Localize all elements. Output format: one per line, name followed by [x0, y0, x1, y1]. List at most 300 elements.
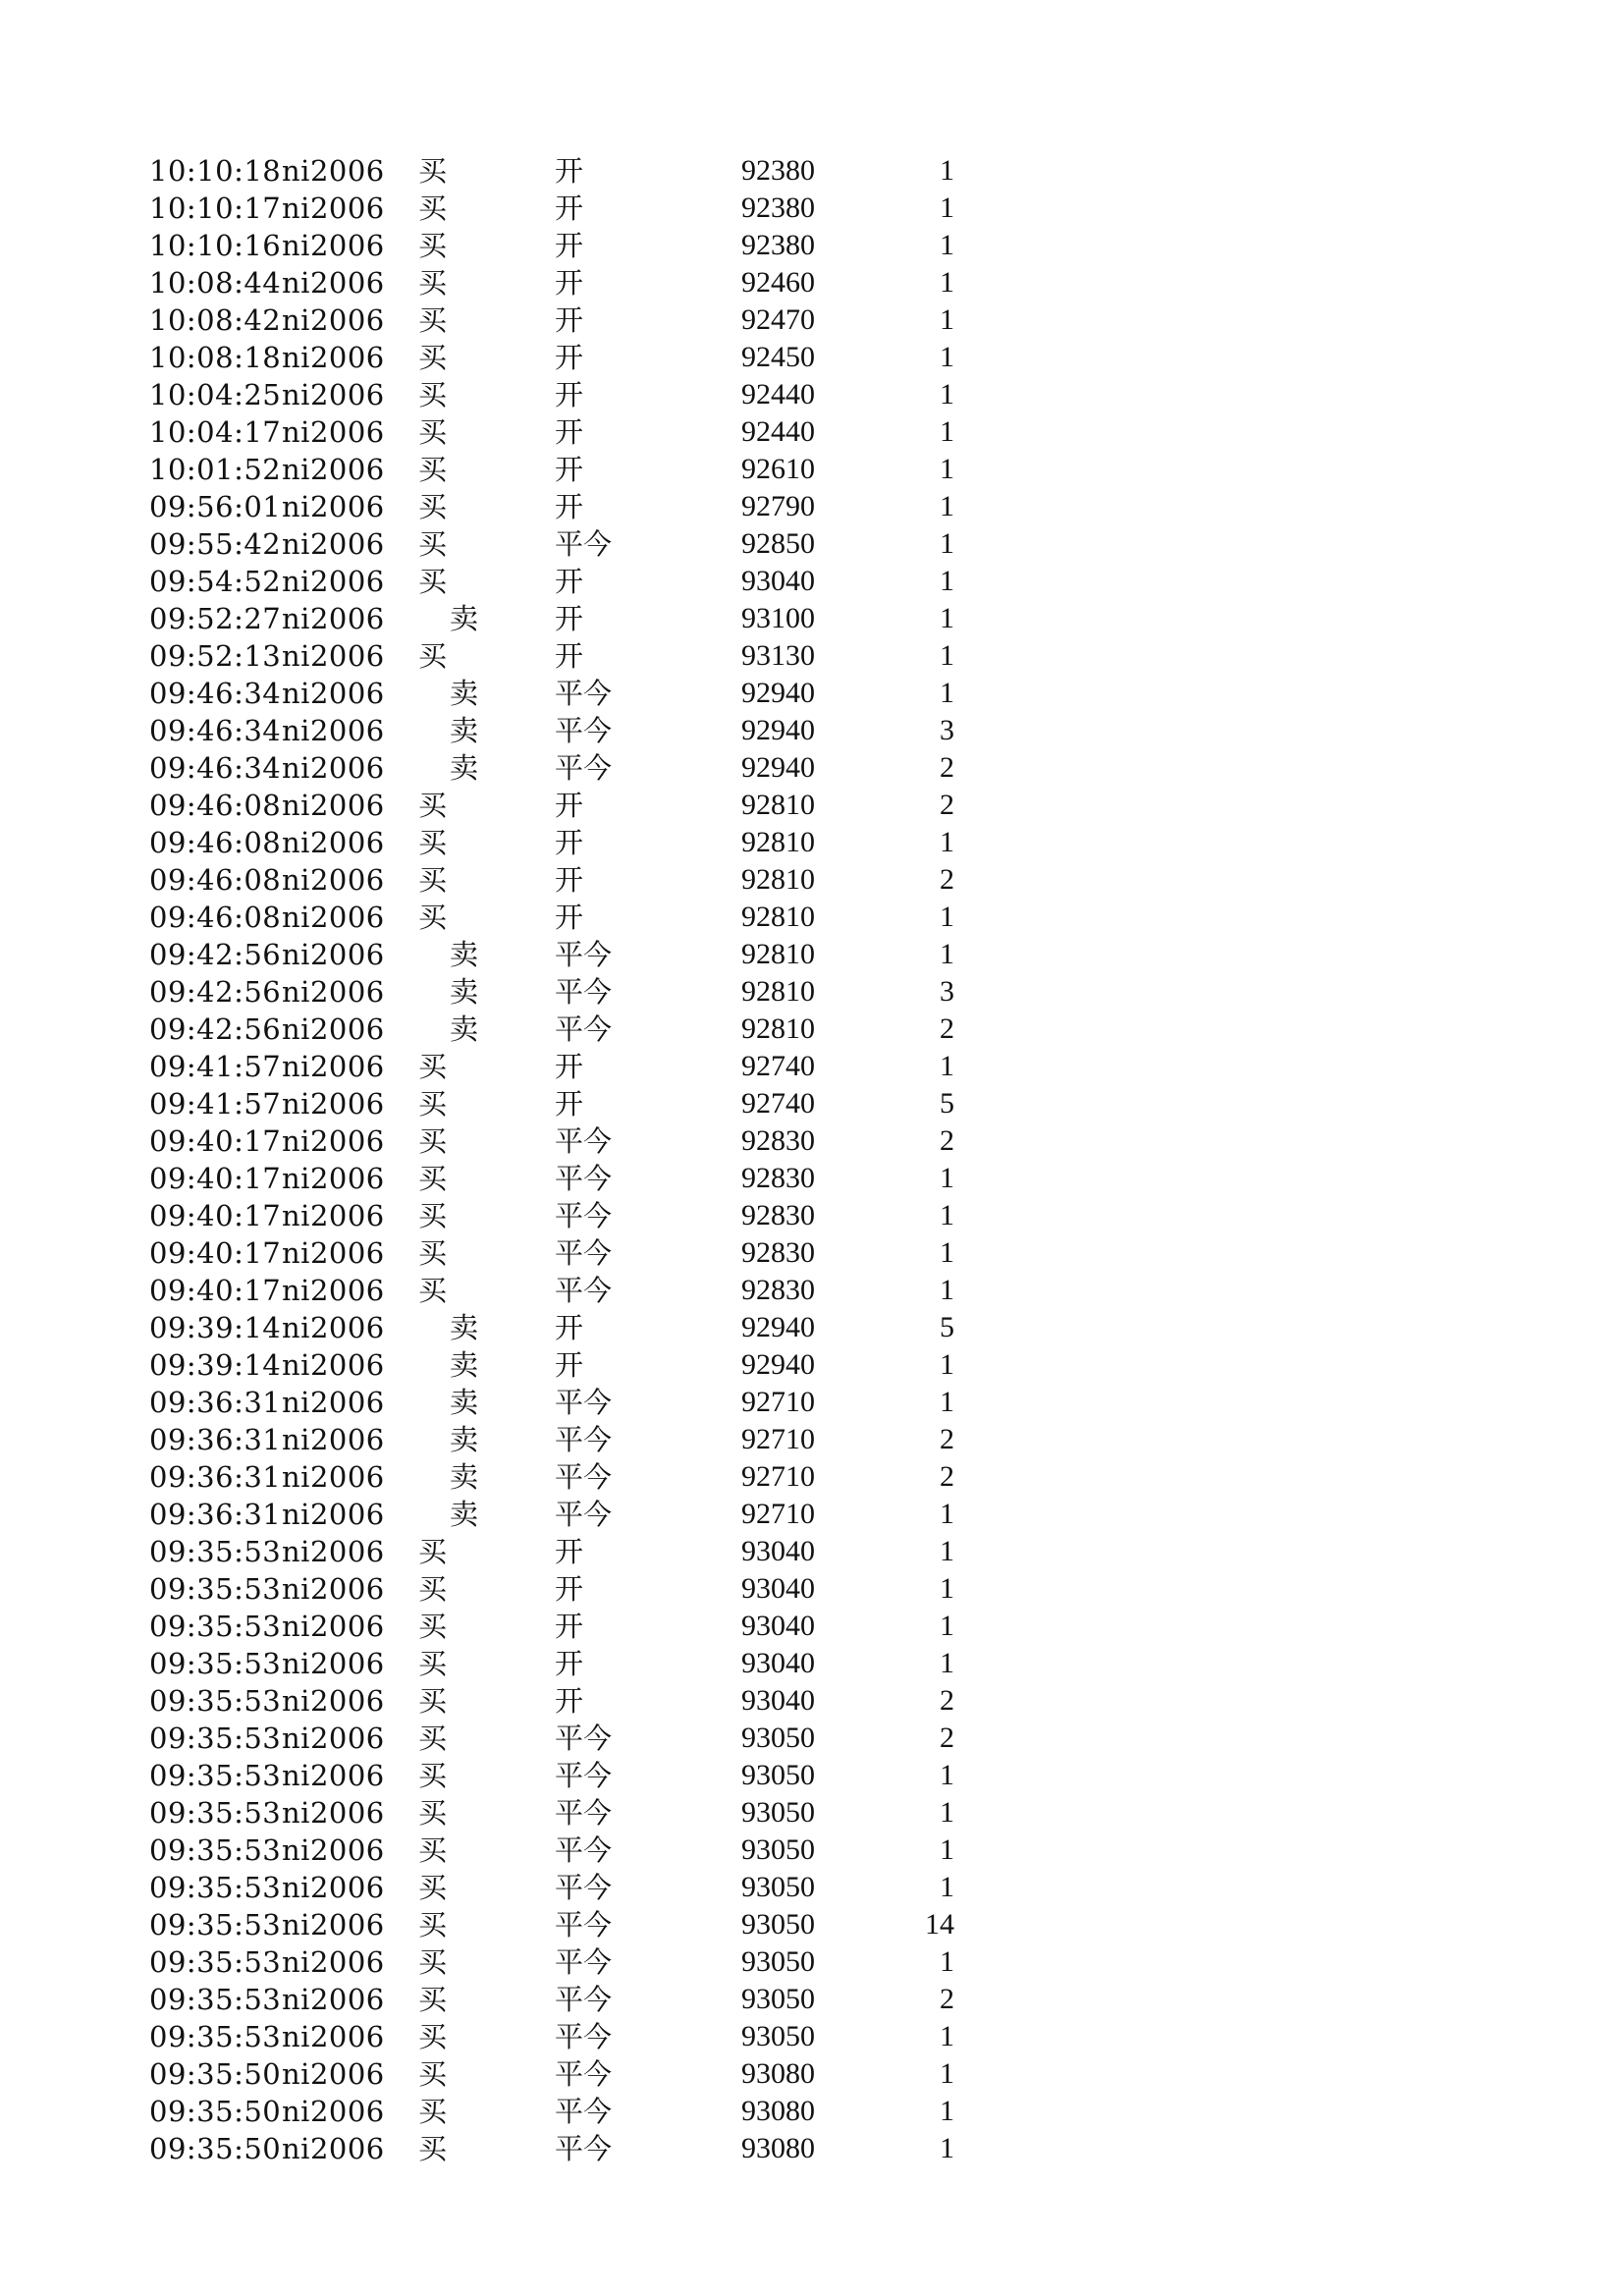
- side-cell: 买: [418, 901, 448, 934]
- quantity-cell: 5: [940, 1087, 954, 1120]
- action-cell: 开: [555, 901, 584, 934]
- price-cell: 92810: [741, 975, 815, 1008]
- table-row: [0, 2055, 982, 2093]
- quantity-cell: 14: [925, 1908, 954, 1941]
- time-cell: 09:36:31: [149, 1498, 282, 1531]
- side-cell: 买: [418, 1833, 448, 1867]
- price-cell: 93050: [741, 1759, 815, 1791]
- quantity-cell: 2: [940, 1722, 954, 1754]
- table-row: [0, 749, 982, 787]
- time-cell: 09:35:53: [149, 1796, 282, 1830]
- side-cell: 买: [418, 2095, 448, 2128]
- action-cell: 开: [555, 303, 584, 337]
- quantity-cell: 1: [940, 1610, 954, 1642]
- action-cell: 平今: [555, 1722, 613, 1755]
- action-cell: 开: [555, 341, 584, 374]
- action-cell: 平今: [555, 677, 613, 710]
- table-row: [0, 525, 982, 563]
- quantity-cell: 2: [940, 751, 954, 784]
- time-cell: 09:46:08: [149, 863, 282, 897]
- side-cell: 买: [418, 863, 448, 897]
- table-row: [0, 1122, 982, 1160]
- symbol-cell: ni2006: [282, 1722, 385, 1755]
- table-row: [0, 1309, 982, 1346]
- action-cell: 平今: [555, 1833, 613, 1867]
- symbol-cell: ni2006: [282, 1199, 385, 1232]
- quantity-cell: 1: [940, 415, 954, 448]
- time-cell: 09:56:01: [149, 490, 282, 523]
- time-cell: 09:46:08: [149, 826, 282, 859]
- symbol-cell: ni2006: [282, 1274, 385, 1307]
- time-cell: 09:35:53: [149, 1908, 282, 1941]
- quantity-cell: 1: [940, 1759, 954, 1791]
- quantity-cell: 3: [940, 975, 954, 1008]
- symbol-cell: ni2006: [282, 490, 385, 523]
- symbol-cell: ni2006: [282, 1572, 385, 1606]
- price-cell: 93040: [741, 1610, 815, 1642]
- table-row: [0, 190, 982, 227]
- action-cell: 平今: [555, 2095, 613, 2128]
- action-cell: 平今: [555, 1460, 613, 1494]
- side-cell: 卖: [450, 677, 479, 710]
- symbol-cell: ni2006: [282, 1050, 385, 1083]
- table-row: [0, 264, 982, 301]
- time-cell: 09:36:31: [149, 1460, 282, 1494]
- time-cell: 09:35:50: [149, 2095, 282, 2128]
- price-cell: 92830: [741, 1162, 815, 1194]
- quantity-cell: 1: [940, 266, 954, 299]
- time-cell: 09:54:52: [149, 565, 282, 598]
- quantity-cell: 2: [940, 1684, 954, 1717]
- side-cell: 买: [418, 1722, 448, 1755]
- action-cell: 平今: [555, 938, 613, 971]
- table-row: [0, 1906, 982, 1943]
- side-cell: 买: [418, 1124, 448, 1158]
- symbol-cell: ni2006: [282, 1087, 385, 1121]
- quantity-cell: 1: [940, 1162, 954, 1194]
- time-cell: 09:35:50: [149, 2057, 282, 2091]
- quantity-cell: 2: [940, 863, 954, 896]
- price-cell: 92940: [741, 1311, 815, 1343]
- symbol-cell: ni2006: [282, 1983, 385, 2016]
- symbol-cell: ni2006: [282, 1796, 385, 1830]
- symbol-cell: ni2006: [282, 415, 385, 449]
- table-row: [0, 1943, 982, 1981]
- price-cell: 93040: [741, 565, 815, 597]
- side-cell: 买: [418, 527, 448, 561]
- table-row: [0, 1831, 982, 1869]
- action-cell: 开: [555, 1610, 584, 1643]
- table-row: [0, 1496, 982, 1533]
- time-cell: 09:35:53: [149, 1759, 282, 1792]
- symbol-cell: ni2006: [282, 453, 385, 486]
- action-cell: 平今: [555, 1945, 613, 1979]
- action-cell: 平今: [555, 1274, 613, 1307]
- symbol-cell: ni2006: [282, 677, 385, 710]
- symbol-cell: ni2006: [282, 2132, 385, 2165]
- quantity-cell: 5: [940, 1311, 954, 1343]
- time-cell: 09:35:53: [149, 1684, 282, 1718]
- action-cell: 平今: [555, 1386, 613, 1419]
- time-cell: 09:42:56: [149, 938, 282, 971]
- time-cell: 09:35:53: [149, 1945, 282, 1979]
- action-cell: 平今: [555, 1162, 613, 1195]
- price-cell: 92710: [741, 1386, 815, 1418]
- action-cell: 平今: [555, 1796, 613, 1830]
- side-cell: 买: [418, 415, 448, 449]
- price-cell: 93050: [741, 1871, 815, 1903]
- table-row: [0, 1682, 982, 1720]
- symbol-cell: ni2006: [282, 565, 385, 598]
- side-cell: 买: [418, 565, 448, 598]
- action-cell: 平今: [555, 527, 613, 561]
- action-cell: 开: [555, 602, 584, 635]
- table-row: [0, 451, 982, 488]
- quantity-cell: 1: [940, 1050, 954, 1082]
- time-cell: 09:55:42: [149, 527, 282, 561]
- symbol-cell: ni2006: [282, 378, 385, 411]
- action-cell: 开: [555, 639, 584, 673]
- price-cell: 93080: [741, 2095, 815, 2127]
- symbol-cell: ni2006: [282, 341, 385, 374]
- price-cell: 92740: [741, 1087, 815, 1120]
- quantity-cell: 1: [940, 453, 954, 485]
- side-cell: 买: [418, 1535, 448, 1568]
- side-cell: 买: [418, 639, 448, 673]
- side-cell: 买: [418, 1274, 448, 1307]
- quantity-cell: 1: [940, 602, 954, 634]
- price-cell: 93040: [741, 1684, 815, 1717]
- quantity-cell: 1: [940, 1199, 954, 1231]
- action-cell: 开: [555, 1087, 584, 1121]
- time-cell: 09:40:17: [149, 1124, 282, 1158]
- quantity-cell: 1: [940, 1871, 954, 1903]
- side-cell: 买: [418, 453, 448, 486]
- table-row: [0, 1533, 982, 1570]
- time-cell: 09:41:57: [149, 1087, 282, 1121]
- price-cell: 92610: [741, 453, 815, 485]
- action-cell: 平今: [555, 1908, 613, 1941]
- side-cell: 买: [418, 1759, 448, 1792]
- symbol-cell: ni2006: [282, 1124, 385, 1158]
- table-row: [0, 1011, 982, 1048]
- quantity-cell: 2: [940, 1983, 954, 2015]
- side-cell: 卖: [450, 714, 479, 747]
- time-cell: 09:36:31: [149, 1423, 282, 1456]
- table-row: [0, 1794, 982, 1831]
- price-cell: 92940: [741, 714, 815, 746]
- price-cell: 93040: [741, 1572, 815, 1605]
- time-cell: 10:10:18: [149, 154, 282, 188]
- quantity-cell: 1: [940, 938, 954, 970]
- quantity-cell: 1: [940, 1572, 954, 1605]
- action-cell: 平今: [555, 1983, 613, 2016]
- side-cell: 买: [418, 2132, 448, 2165]
- side-cell: 买: [418, 229, 448, 262]
- quantity-cell: 1: [940, 154, 954, 187]
- price-cell: 92790: [741, 490, 815, 522]
- table-row: [0, 1421, 982, 1458]
- action-cell: 平今: [555, 2132, 613, 2165]
- table-row: [0, 1085, 982, 1122]
- symbol-cell: ni2006: [282, 1348, 385, 1382]
- price-cell: 92810: [741, 901, 815, 933]
- price-cell: 93040: [741, 1535, 815, 1567]
- side-cell: 买: [418, 1945, 448, 1979]
- symbol-cell: ni2006: [282, 901, 385, 934]
- price-cell: 92940: [741, 677, 815, 709]
- quantity-cell: 1: [940, 901, 954, 933]
- side-cell: 买: [418, 1610, 448, 1643]
- action-cell: 开: [555, 490, 584, 523]
- table-row: [0, 637, 982, 675]
- action-cell: 开: [555, 453, 584, 486]
- table-row: [0, 488, 982, 525]
- action-cell: 开: [555, 1535, 584, 1568]
- action-cell: 开: [555, 378, 584, 411]
- table-row: [0, 1981, 982, 2018]
- table-row: [0, 899, 982, 936]
- quantity-cell: 1: [940, 2057, 954, 2090]
- time-cell: 09:40:17: [149, 1274, 282, 1307]
- price-cell: 92710: [741, 1460, 815, 1493]
- table-row: [0, 1645, 982, 1682]
- quantity-cell: 1: [940, 639, 954, 672]
- symbol-cell: ni2006: [282, 1684, 385, 1718]
- quantity-cell: 1: [940, 826, 954, 858]
- price-cell: 92940: [741, 751, 815, 784]
- symbol-cell: ni2006: [282, 789, 385, 822]
- time-cell: 09:40:17: [149, 1199, 282, 1232]
- quantity-cell: 3: [940, 714, 954, 746]
- symbol-cell: ni2006: [282, 1311, 385, 1344]
- action-cell: 平今: [555, 1423, 613, 1456]
- action-cell: 平今: [555, 1124, 613, 1158]
- table-row: [0, 1608, 982, 1645]
- table-row: [0, 1458, 982, 1496]
- side-cell: 卖: [450, 1386, 479, 1419]
- side-cell: 卖: [450, 1311, 479, 1344]
- action-cell: 开: [555, 415, 584, 449]
- symbol-cell: ni2006: [282, 826, 385, 859]
- symbol-cell: ni2006: [282, 1647, 385, 1680]
- price-cell: 93050: [741, 1983, 815, 2015]
- price-cell: 92380: [741, 154, 815, 187]
- side-cell: 买: [418, 378, 448, 411]
- price-cell: 92810: [741, 826, 815, 858]
- table-row: [0, 301, 982, 339]
- side-cell: 买: [418, 2020, 448, 2053]
- table-row: [0, 1757, 982, 1794]
- time-cell: 10:01:52: [149, 453, 282, 486]
- symbol-cell: ni2006: [282, 1833, 385, 1867]
- symbol-cell: ni2006: [282, 714, 385, 747]
- side-cell: 买: [418, 1647, 448, 1680]
- table-row: [0, 1384, 982, 1421]
- time-cell: 09:35:53: [149, 1871, 282, 1904]
- time-cell: 09:42:56: [149, 975, 282, 1009]
- side-cell: 买: [418, 2057, 448, 2091]
- table-row: [0, 824, 982, 861]
- symbol-cell: ni2006: [282, 938, 385, 971]
- side-cell: 卖: [450, 1498, 479, 1531]
- symbol-cell: ni2006: [282, 1460, 385, 1494]
- action-cell: 平今: [555, 975, 613, 1009]
- price-cell: 92830: [741, 1236, 815, 1269]
- price-cell: 93080: [741, 2057, 815, 2090]
- table-row: [0, 2018, 982, 2055]
- time-cell: 10:04:25: [149, 378, 282, 411]
- action-cell: 平今: [555, 1199, 613, 1232]
- action-cell: 开: [555, 1311, 584, 1344]
- price-cell: 92710: [741, 1423, 815, 1455]
- table-row: [0, 675, 982, 712]
- time-cell: 09:46:08: [149, 789, 282, 822]
- price-cell: 92810: [741, 1012, 815, 1045]
- quantity-cell: 1: [940, 1647, 954, 1679]
- quantity-cell: 1: [940, 1498, 954, 1530]
- side-cell: 卖: [450, 1348, 479, 1382]
- symbol-cell: ni2006: [282, 1610, 385, 1643]
- action-cell: 开: [555, 154, 584, 188]
- price-cell: 93080: [741, 2132, 815, 2164]
- symbol-cell: ni2006: [282, 1498, 385, 1531]
- action-cell: 开: [555, 863, 584, 897]
- action-cell: 开: [555, 1684, 584, 1718]
- quantity-cell: 1: [940, 1274, 954, 1306]
- action-cell: 平今: [555, 1498, 613, 1531]
- price-cell: 92380: [741, 229, 815, 261]
- quantity-cell: 1: [940, 1236, 954, 1269]
- time-cell: 10:08:18: [149, 341, 282, 374]
- action-cell: 开: [555, 266, 584, 300]
- time-cell: 09:52:27: [149, 602, 282, 635]
- quantity-cell: 1: [940, 2095, 954, 2127]
- table-row: [0, 1570, 982, 1608]
- side-cell: 买: [418, 1162, 448, 1195]
- side-cell: 卖: [450, 602, 479, 635]
- symbol-cell: ni2006: [282, 1162, 385, 1195]
- time-cell: 09:35:53: [149, 1647, 282, 1680]
- quantity-cell: 1: [940, 341, 954, 373]
- table-row: [0, 936, 982, 973]
- table-row: [0, 339, 982, 376]
- symbol-cell: ni2006: [282, 266, 385, 300]
- symbol-cell: ni2006: [282, 2020, 385, 2053]
- side-cell: 买: [418, 191, 448, 225]
- action-cell: 平今: [555, 751, 613, 785]
- table-row: [0, 1272, 982, 1309]
- table-row: [0, 376, 982, 413]
- quantity-cell: 1: [940, 229, 954, 261]
- price-cell: 92440: [741, 378, 815, 410]
- table-row: [0, 2093, 982, 2130]
- side-cell: 买: [418, 1572, 448, 1606]
- table-row: [0, 1346, 982, 1384]
- quantity-cell: 2: [940, 1124, 954, 1157]
- trade-table: [0, 152, 1624, 2167]
- quantity-cell: 1: [940, 1348, 954, 1381]
- time-cell: 09:39:14: [149, 1311, 282, 1344]
- price-cell: 93050: [741, 2020, 815, 2052]
- action-cell: 开: [555, 1050, 584, 1083]
- action-cell: 开: [555, 1348, 584, 1382]
- time-cell: 09:46:34: [149, 677, 282, 710]
- quantity-cell: 1: [940, 565, 954, 597]
- symbol-cell: ni2006: [282, 1012, 385, 1046]
- action-cell: 开: [555, 1647, 584, 1680]
- time-cell: 09:40:17: [149, 1236, 282, 1270]
- price-cell: 93050: [741, 1833, 815, 1866]
- side-cell: 买: [418, 341, 448, 374]
- price-cell: 92830: [741, 1199, 815, 1231]
- price-cell: 92380: [741, 191, 815, 224]
- action-cell: 平今: [555, 1236, 613, 1270]
- price-cell: 92830: [741, 1124, 815, 1157]
- table-row: [0, 1720, 982, 1757]
- symbol-cell: ni2006: [282, 1423, 385, 1456]
- side-cell: 买: [418, 1908, 448, 1941]
- symbol-cell: ni2006: [282, 229, 385, 262]
- table-row: [0, 227, 982, 264]
- table-row: [0, 600, 982, 637]
- side-cell: 买: [418, 1684, 448, 1718]
- action-cell: 平今: [555, 1759, 613, 1792]
- side-cell: 卖: [450, 975, 479, 1009]
- price-cell: 93040: [741, 1647, 815, 1679]
- symbol-cell: ni2006: [282, 303, 385, 337]
- time-cell: 09:35:53: [149, 1722, 282, 1755]
- side-cell: 买: [418, 154, 448, 188]
- time-cell: 09:39:14: [149, 1348, 282, 1382]
- table-row: [0, 1160, 982, 1197]
- symbol-cell: ni2006: [282, 975, 385, 1009]
- price-cell: 93050: [741, 1945, 815, 1978]
- side-cell: 买: [418, 303, 448, 337]
- side-cell: 买: [418, 1199, 448, 1232]
- symbol-cell: ni2006: [282, 1759, 385, 1792]
- quantity-cell: 1: [940, 191, 954, 224]
- quantity-cell: 1: [940, 1386, 954, 1418]
- side-cell: 买: [418, 1236, 448, 1270]
- side-cell: 卖: [450, 1460, 479, 1494]
- table-row: [0, 1197, 982, 1234]
- table-row: [0, 1048, 982, 1085]
- quantity-cell: 1: [940, 1833, 954, 1866]
- quantity-cell: 1: [940, 1945, 954, 1978]
- time-cell: 09:36:31: [149, 1386, 282, 1419]
- price-cell: 92850: [741, 527, 815, 560]
- table-row: [0, 861, 982, 899]
- time-cell: 09:46:34: [149, 751, 282, 785]
- action-cell: 开: [555, 1572, 584, 1606]
- side-cell: 卖: [450, 1423, 479, 1456]
- price-cell: 92440: [741, 415, 815, 448]
- action-cell: 开: [555, 229, 584, 262]
- action-cell: 平今: [555, 1012, 613, 1046]
- time-cell: 09:35:53: [149, 1535, 282, 1568]
- time-cell: 09:46:08: [149, 901, 282, 934]
- quantity-cell: 2: [940, 1423, 954, 1455]
- table-row: [0, 563, 982, 600]
- price-cell: 93050: [741, 1796, 815, 1829]
- side-cell: 卖: [450, 938, 479, 971]
- side-cell: 买: [418, 266, 448, 300]
- time-cell: 10:04:17: [149, 415, 282, 449]
- time-cell: 09:42:56: [149, 1012, 282, 1046]
- side-cell: 买: [418, 1871, 448, 1904]
- symbol-cell: ni2006: [282, 1871, 385, 1904]
